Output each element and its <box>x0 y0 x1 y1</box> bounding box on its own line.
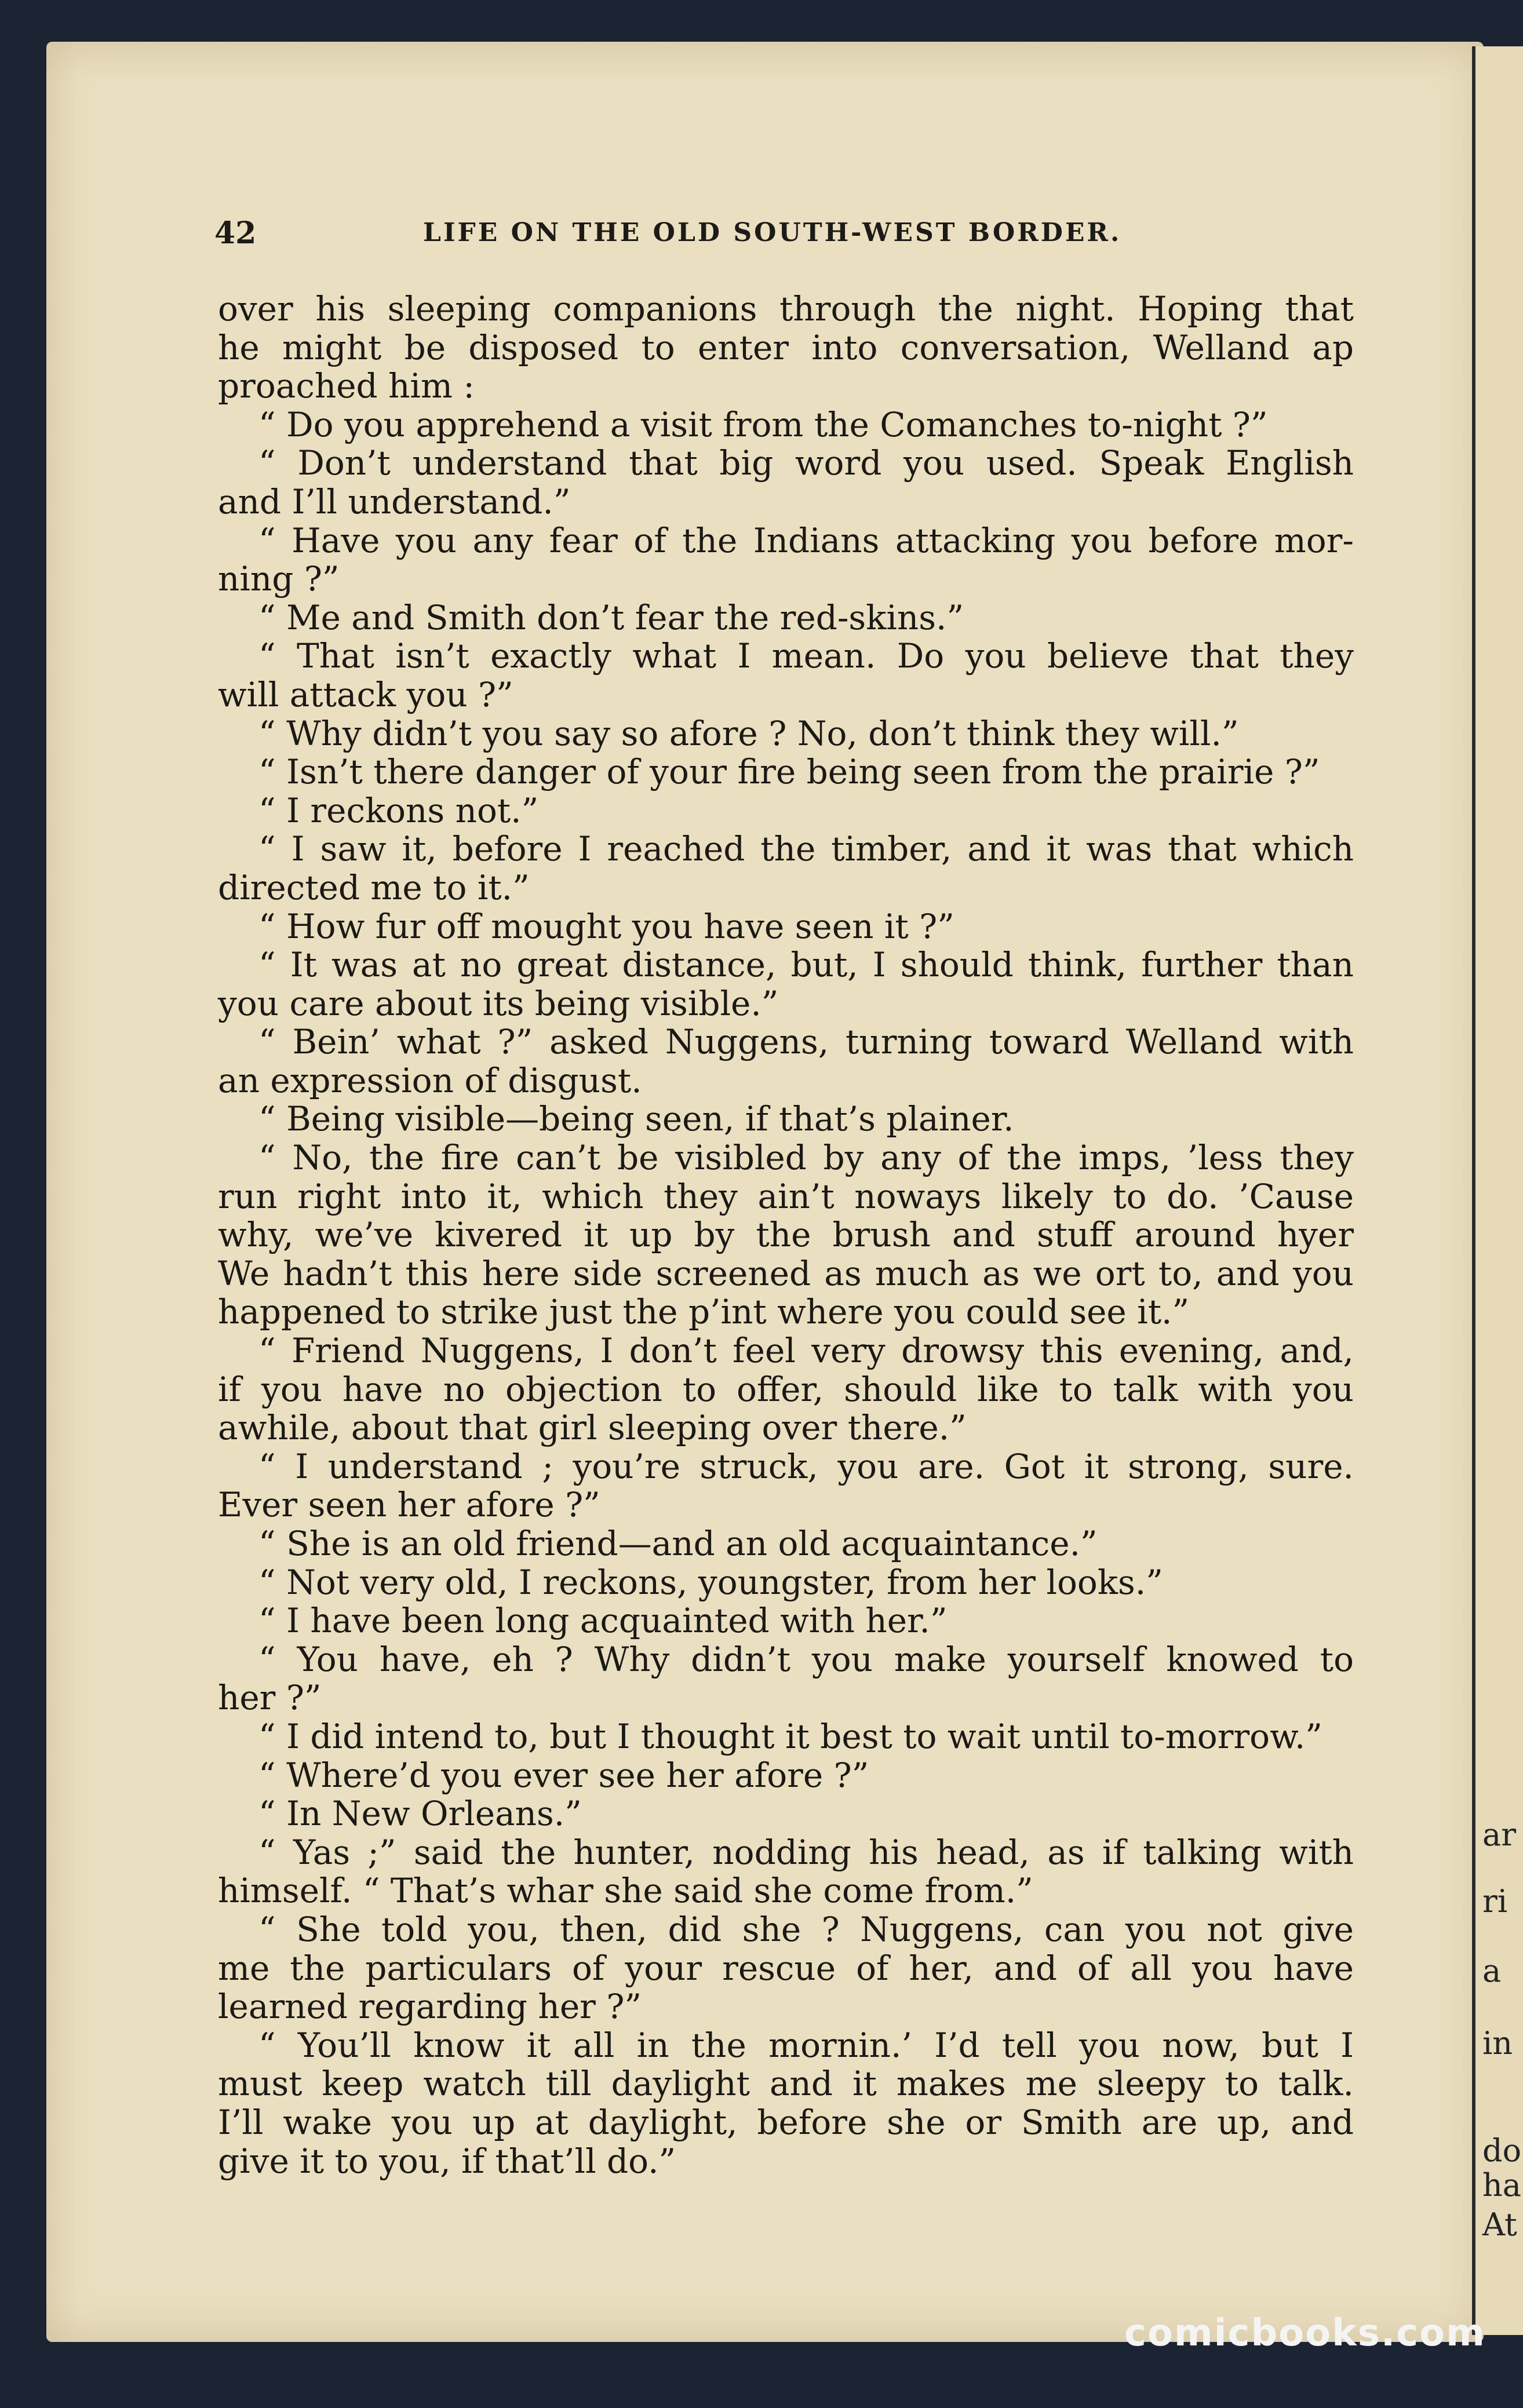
text-line: “ Don’t understand that big word you used. Speak English <box>258 443 1354 483</box>
text-line: We hadn’t this here side screened as much as we ort to, and you <box>218 1253 1354 1293</box>
adjacent-page-fragment: ri <box>1482 1883 1508 1920</box>
text-line: “ She told you, then, did she ? Nuggens, can you not give <box>258 1909 1354 1949</box>
text-line: “ Friend Nuggens, I don’t feel very drowsy this evening, and, <box>258 1331 1354 1371</box>
text-line: “ That isn’t exactly what I mean. Do you believe that they <box>258 636 1354 676</box>
text-line: himself. “ That’s whar she said she come from.” <box>218 1871 1033 1911</box>
text-line: ning ?” <box>218 559 340 599</box>
text-line: “ You have, eh ? Why didn’t you make yourself knowed to <box>258 1639 1354 1679</box>
text-line: “ She is an old friend—and an old acquaintance.” <box>258 1524 1098 1563</box>
text-line: I’ll wake you up at daylight, before she or Smith are up, and <box>218 2102 1354 2142</box>
adjacent-page-fragment: ar <box>1482 1816 1517 1853</box>
text-line: “ Where’d you ever see her afore ?” <box>258 1755 869 1795</box>
text-line: happened to strike just the p’int where you could see it.” <box>218 1292 1190 1332</box>
text-line: run right into it, which they ain’t noways likely to do. ’Cause <box>218 1176 1354 1216</box>
text-line: he might be disposed to enter into conversation, Welland ap <box>218 327 1354 367</box>
text-line: “ Not very old, I reckons, youngster, from her looks.” <box>258 1562 1163 1602</box>
text-line: directed me to it.” <box>218 867 530 907</box>
text-line: “ Do you apprehend a visit from the Comanches to-night ?” <box>258 404 1268 444</box>
text-line: “ It was at no great distance, but, I should think, further than <box>258 945 1354 985</box>
text-line: “ How fur off mought you have seen it ?” <box>258 906 954 946</box>
text-line: an expression of disgust. <box>218 1060 642 1100</box>
text-line: awhile, about that girl sleeping over there.” <box>218 1408 967 1448</box>
text-line: “ Have you any fear of the Indians attacking you before mor- <box>258 520 1354 560</box>
adjacent-page-fragment: do <box>1482 2132 1522 2169</box>
text-line: if you have no objection to offer, should like to talk with you <box>218 1369 1354 1409</box>
text-line: “ I saw it, before I reached the timber, and it was that which <box>258 829 1354 869</box>
text-line: Ever seen her afore ?” <box>218 1485 600 1525</box>
text-line: will attack you ?” <box>218 674 513 714</box>
adjacent-page-fragment: a <box>1482 1953 1502 1989</box>
adjacent-page-fragment: ha <box>1482 2167 1521 2203</box>
text-line: you care about its being visible.” <box>218 983 779 1023</box>
text-line: “ Isn’t there danger of your fire being seen from the prairie ?” <box>258 752 1320 792</box>
adjacent-page-edge <box>1472 46 1523 2335</box>
adjacent-page-fragment: At <box>1482 2206 1517 2243</box>
text-line: and I’ll understand.” <box>218 481 571 521</box>
body-text <box>218 290 1354 2180</box>
text-line: “ In New Orleans.” <box>258 1794 582 1834</box>
page-header <box>214 216 1339 256</box>
text-line: “ Yas ;” said the hunter, nodding his head, as if talking with <box>258 1832 1354 1872</box>
text-line: “ No, the fire can’t be visibled by any of the imps, ’less they <box>258 1138 1354 1178</box>
text-line: over his sleeping companions through the night. Hoping that <box>218 289 1354 329</box>
text-line: why, we’ve kivered it up by the brush and stuff around hyer <box>218 1215 1354 1255</box>
text-line: learned regarding her ?” <box>218 1987 642 2027</box>
text-line: “ I did intend to, but I thought it best to wait until to-morrow.” <box>258 1716 1322 1756</box>
text-line: “ I understand ; you’re struck, you are. Got it strong, sure. <box>258 1446 1354 1486</box>
text-line: “ You’ll know it all in the mornin.’ I’d tell you now, but I <box>258 2025 1354 2065</box>
text-line: “ Me and Smith don’t fear the red-skins.” <box>258 597 964 637</box>
watermark: comicbooks.com <box>1124 2312 1486 2355</box>
text-line: proached him : <box>218 366 475 406</box>
running-title: LIFE ON THE OLD SOUTH-WEST BORDER. <box>423 218 1122 247</box>
page-number: 42 <box>214 216 257 251</box>
text-line: “ Why didn’t you say so afore ? No, don’t think they will.” <box>258 713 1239 753</box>
text-line: “ I reckons not.” <box>258 790 539 830</box>
text-line: her ?” <box>218 1678 322 1718</box>
text-line: give it to you, if that’ll do.” <box>218 2141 676 2181</box>
text-line: must keep watch till daylight and it makes me sleepy to talk. <box>218 2064 1354 2104</box>
text-line: “ Bein’ what ?” asked Nuggens, turning toward Welland with <box>258 1022 1354 1062</box>
text-line: “ Being visible—being seen, if that’s plainer. <box>258 1099 1014 1139</box>
text-line: “ I have been long acquainted with her.” <box>258 1601 948 1641</box>
adjacent-page-fragment: in <box>1482 2025 1513 2062</box>
text-line: me the particulars of your rescue of her, and of all you have <box>218 1948 1354 1988</box>
